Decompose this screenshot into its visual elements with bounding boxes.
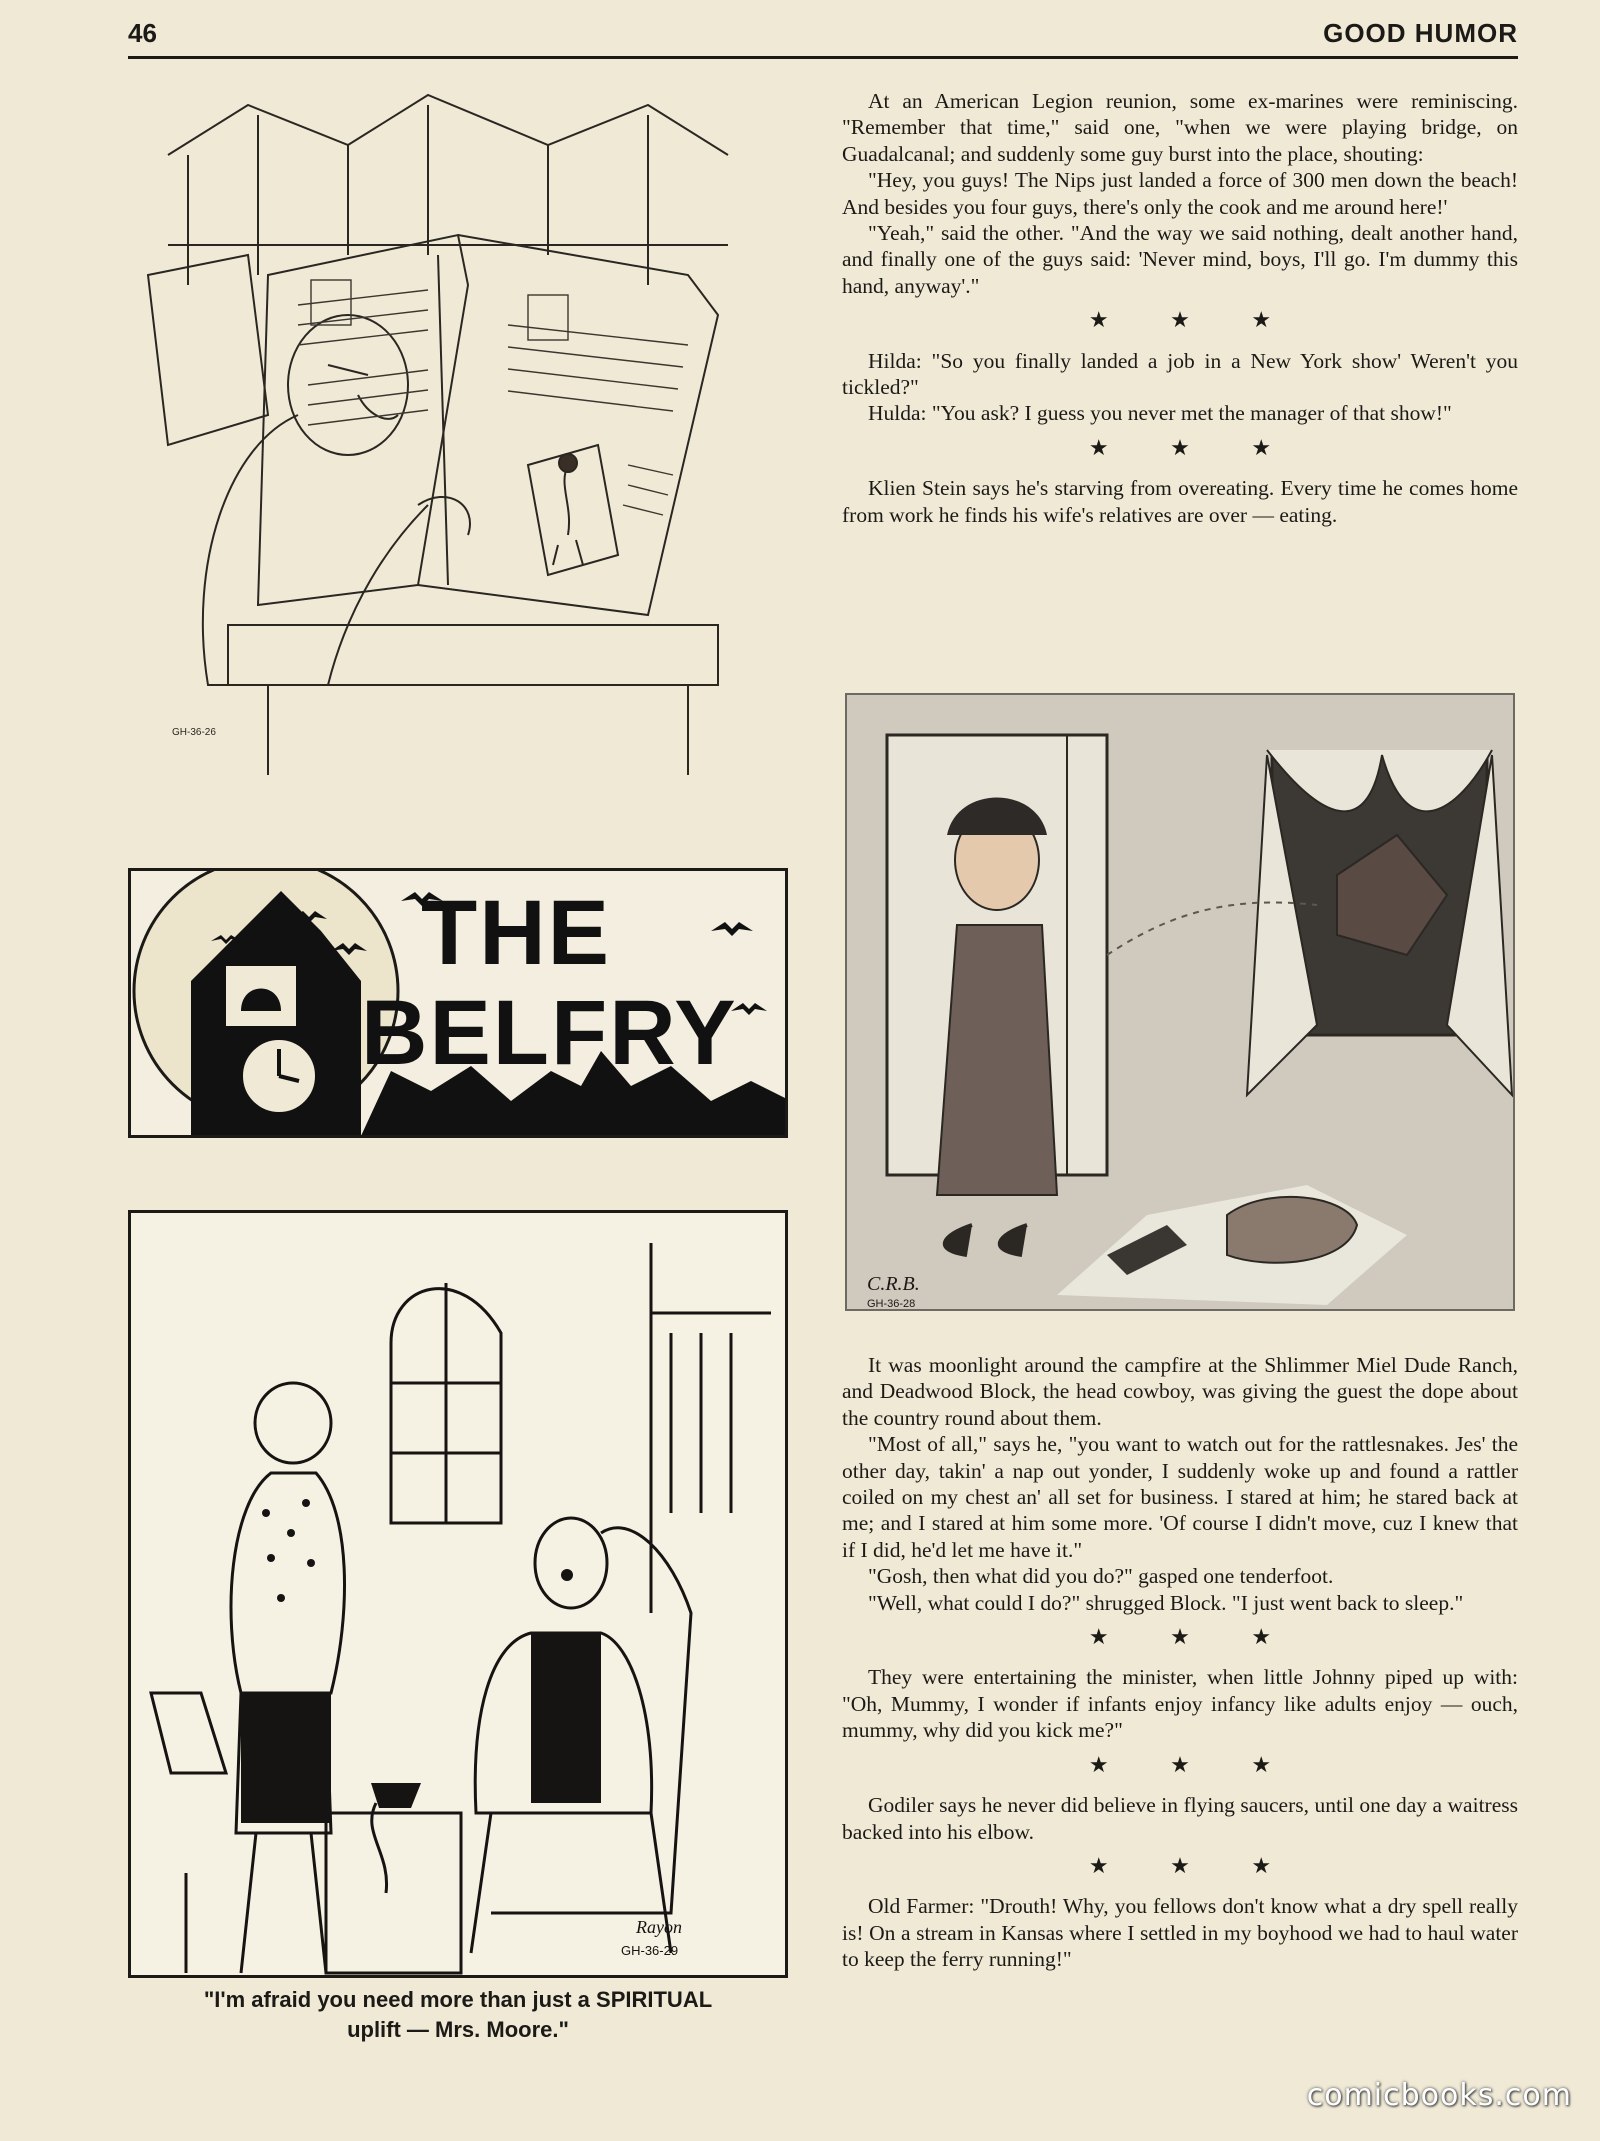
monk-cartoon-code: GH-36-26 [172,727,216,738]
star-separator: ★ ★ ★ [1088,434,1300,460]
belfry-title-belfry: BELFRY [361,982,738,1084]
joke-paragraph: "Well, what could I do?" shrugged Block. "I just went back to sleep." [868,1590,1464,1615]
page-number: 46 [128,18,157,48]
joke-paragraph: "Gosh, then what did you do?" gasped one tenderfoot. [868,1564,1334,1589]
joke-paragraph: "Most of all," says he, "you want to watch out for the rattlesnakes. Jes' the other day, takin' a nap out yonder, I suddenly woke up and found a rattler coiled on my chest an' all set for business. I stared at him; he stared back at me; and I stared at him some more. 'Of course I didn't move, cuz I knew that if I did, he'd let me have it." [842,1432,1518,1562]
site-watermark: comicbooks.com [1306,2078,1572,2113]
joke-paragraph: Klien Stein says he's starving from overeating. Every time he comes home from work he finds his wife's relatives are over — eating. [842,476,1518,527]
belfry-title-the: THE [421,882,611,984]
jokes-bottom-column [842,1352,1518,1973]
belfry-banner [128,868,788,1138]
window-cartoon [845,693,1515,1311]
jokes-top-column [842,88,1518,528]
joke-paragraph: At an American Legion reunion, some ex-marines were reminiscing. "Remember that time," said one, "when we were playing bridge, on Guadalcanal; and suddenly some guy burst into the place, shouting: [842,89,1518,166]
caption-line-1: "I'm afraid you need more than just a SPIRITUAL [203,1987,713,2012]
joke-paragraph: Hilda: "So you finally landed a job in a New York show' Weren't you tickled?" [842,348,1518,400]
star-separator: ★ ★ ★ [1088,1852,1300,1878]
star-separator: ★ ★ ★ [1088,1624,1300,1650]
monk-cartoon-drawing [128,85,768,775]
window-cartoon-drawing [847,695,1515,1311]
caption-line-2: uplift — Mrs. Moore." [347,2017,569,2042]
joke-paragraph: Old Farmer: "Drouth! Why, you fellows don't know what a dry spell really is! On a stream in Kansas where I settled in my boyhood we had to haul water to keep the ferry running!" [842,1894,1518,1972]
phone-cartoon [128,1210,788,1978]
window-cartoon-code: GH-36-28 [867,1298,916,1310]
joke-paragraph: Godiler says he never did believe in flying saucers, until one day a waitress backed into his elbow. [842,1793,1518,1844]
phone-cartoon-drawing [131,1213,788,1978]
joke-paragraph: "Yeah," said the other. "And the way we said nothing, dealt another hand, and finally one of the guys said: 'Never mind, boys, I'll go. I'm dummy this hand, anyway'." [842,221,1518,298]
joke-paragraph: "Hey, you guys! The Nips just landed a force of 300 men down the beach! And besides you four guys, there's only the cook and me around here!' [842,168,1518,219]
joke-paragraph: They were entertaining the minister, when little Johnny piped up with: "Oh, Mummy, I wonder if infants enjoy infancy like adults enjoy — ouch, mummy, why did you kick me?" [842,1665,1518,1743]
phone-cartoon-caption [128,1985,788,2045]
magazine-title: GOOD HUMOR [1323,18,1518,48]
joke-paragraph: It was moonlight around the campfire at the Shlimmer Miel Dude Ranch, and Deadwood Block, the head cowboy, was giving the guest the dope about the country round about them. [842,1353,1518,1430]
joke-paragraph: Hulda: "You ask? I guess you never met the manager of that show!" [868,401,1452,426]
page-header [128,10,1518,59]
monk-cartoon [128,85,768,775]
window-cartoon-signature: C.R.B. [867,1273,920,1295]
phone-cartoon-code: GH-36-29 [621,1943,679,1958]
star-separator: ★ ★ ★ [1088,307,1300,333]
phone-cartoon-signature: Rayon [636,1917,682,1937]
star-separator: ★ ★ ★ [1088,1751,1300,1777]
